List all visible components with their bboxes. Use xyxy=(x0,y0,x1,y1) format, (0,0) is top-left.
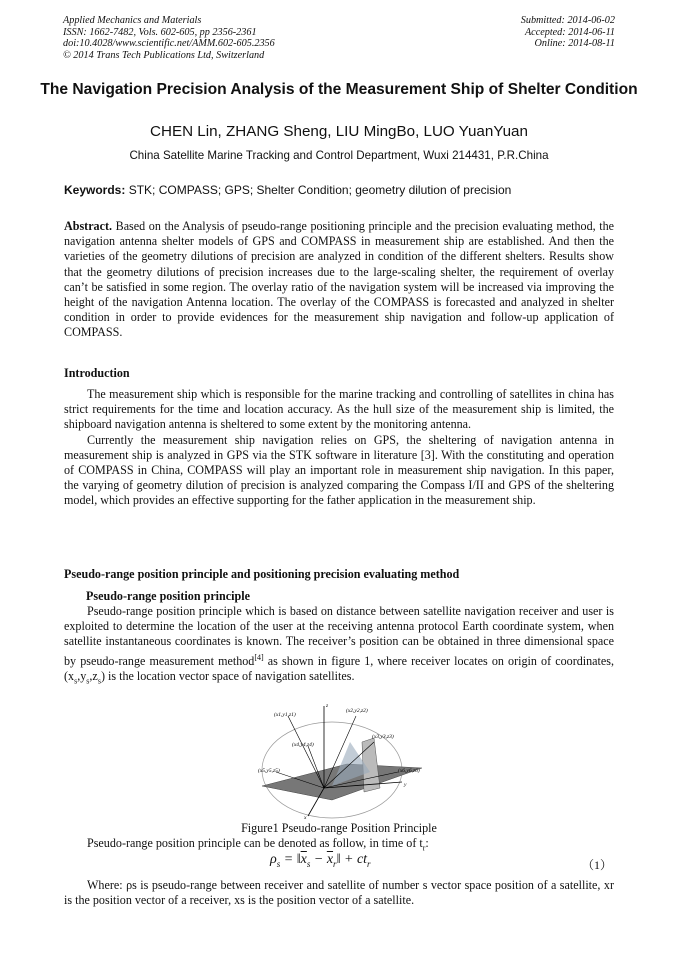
journal-name: Applied Mechanics and Materials xyxy=(63,15,202,26)
copyright-line: © 2014 Trans Tech Publications Ltd, Switzerland xyxy=(63,49,265,61)
journal-header-right xyxy=(521,15,615,50)
abstract-text: Based on the Analysis of pseudo-range positioning principle and the precision evaluating method, the navigation antenna shelter models of GPS and COMPASS in measurement ship are established. And then the varieties of the geometry dilutions of precision are analyzed in condition of the different shelters. Results show that the geometry dilutions of precision increases due to the large-scaling shelter, the requirement of overlay can’t be satisfied in some region. The overlay ratio of the navigation system will be increased via improving the height of the navigation Antenna location. The overlay of the COMPASS is forecasted and analyzed in shelter condition in order to provide evidences for the measurement ship navigation and follow-up application of COMPASS. xyxy=(64,219,614,340)
figure-caption: Figure1 Pseudo-range Position Principle xyxy=(241,821,437,835)
intro-paragraph-2: Currently the measurement ship navigation relies on GPS, the sheltering of navigation antenna in measurement ship is analyzed in GPS via the STK software in literature [3]. With the constituting and operation of COMPASS in China, COMPASS will play an important role in measurement ship navigation. In this paper, the varying of geometry dilution of precision is analyzed comparing the Compass I/II and GPS of the sheltering model, which provides an effective supporting for the father application in the measurement ship. xyxy=(64,432,614,508)
introduction-body xyxy=(64,387,614,509)
sat-label-3: (x3,y3,z3) xyxy=(372,734,394,740)
equation-1: $\rho_s$ = $‖\overline{x}_s$ − $\overline{x}_r‖ + ct_r$ xyxy=(270,852,371,869)
keywords-line xyxy=(64,183,614,197)
accepted-date: Accepted: 2014-06-11 xyxy=(524,26,615,38)
sat-label-5: (x5,y5,z5) xyxy=(258,768,280,774)
author-list: CHEN Lin, ZHANG Sheng, LIU MingBo, LUO YuanYuan xyxy=(150,123,528,140)
x-axis-label: x xyxy=(304,815,307,820)
sat-label-1: (x1,y1,z1) xyxy=(274,712,296,718)
sat-label-4: (x4,y4,z4) xyxy=(292,742,314,748)
sat-label-6: (x6,y6,z6) xyxy=(398,768,420,774)
introduction-heading: Introduction xyxy=(64,366,130,380)
sat-label-2: (x2,y2,z2) xyxy=(346,708,368,714)
where-text: Where: ρs is pseudo-range between receiver and satellite of number s vector space position of a satellite, xr is the position vector of a receiver, xs is the position vector of a satellite. xyxy=(64,878,614,908)
y-axis-label: y xyxy=(404,782,407,788)
equation-intro-sub: r xyxy=(422,843,426,853)
abstract-label: Abstract. xyxy=(64,219,113,233)
citation-ref: [4] xyxy=(254,652,264,662)
section-paragraph-1: Pseudo-range position principle which is based on distance between satellite navigation receiver and user is exploited to determine the location of the user at the receiving antenna protocol Earth coordinate system, when satellite instantaneous coordinates is known. The receiver’s position can be obtained in three dimensional space by pseudo-range measurement method[4] as shown in figure 1, where receiver locates on origin of coordinates, $(x_s,y_s,z_s)$ is the location vector space of navigation satellites. xyxy=(64,604,615,686)
intro-paragraph-1: The measurement ship which is responsible for the marine tracking and controlling of satellites in china has strict requirements for the time and location accuracy. As the hull size of the measurement ship is limited, the shipboard navigation antenna is sheltered to some extent by the monitoring antenna. xyxy=(64,387,614,432)
paragraph-text-start: Pseudo-range position principle which is based on distance between satellite navigation receiver and user is exploited to determine the location of the user at the receiving antenna protocol Earth coordinate system, when satellite instantaneous coordinates is known. The receiver’s position can be obtained in three dimensional space by pseudo-range measurement method xyxy=(64,604,614,668)
paragraph-text-mid: as shown in figure 1, where receiver locates on origin of coordinates, (x xyxy=(64,653,615,683)
online-date: Online: 2014-08-11 xyxy=(534,38,615,50)
submitted-date: Submitted: 2014-06-02 xyxy=(520,15,615,26)
section-heading: Pseudo-range position principle and positioning precision evaluating method xyxy=(64,567,460,581)
affiliation: China Satellite Marine Tracking and Control Department, Wuxi 214431, P.R.China xyxy=(129,149,549,162)
keywords-text: STK; COMPASS; GPS; Shelter Condition; geometry dilution of precision xyxy=(128,183,512,197)
issn-line: ISSN: 1662-7482, Vols. 602-605, pp 2356-2361 xyxy=(63,26,257,38)
equation-number: （1） xyxy=(582,858,613,872)
journal-header-left xyxy=(63,15,275,61)
z-axis-label: z xyxy=(326,703,329,709)
paragraph-text-end: ) is the location vector space of navigation satellites. xyxy=(100,668,355,683)
keywords-label: Keywords: xyxy=(64,183,126,197)
paper-title: The Navigation Precision Analysis of the Measurement Ship of Shelter Condition xyxy=(40,81,638,98)
abstract xyxy=(64,219,614,341)
equation-intro: Pseudo-range position principle can be denoted as follow, in time of $t_r$: xyxy=(87,836,429,853)
where-paragraph xyxy=(64,878,614,908)
equation-intro-text: Pseudo-range position principle can be denoted as follow, in time of t xyxy=(87,836,423,850)
subsection-heading: Pseudo-range position principle xyxy=(86,589,250,603)
section-body xyxy=(64,604,614,688)
pseudo-range-figure xyxy=(252,702,426,820)
doi-line: doi:10.4028/www.scientific.net/AMM.602-605.2356 xyxy=(63,38,275,50)
